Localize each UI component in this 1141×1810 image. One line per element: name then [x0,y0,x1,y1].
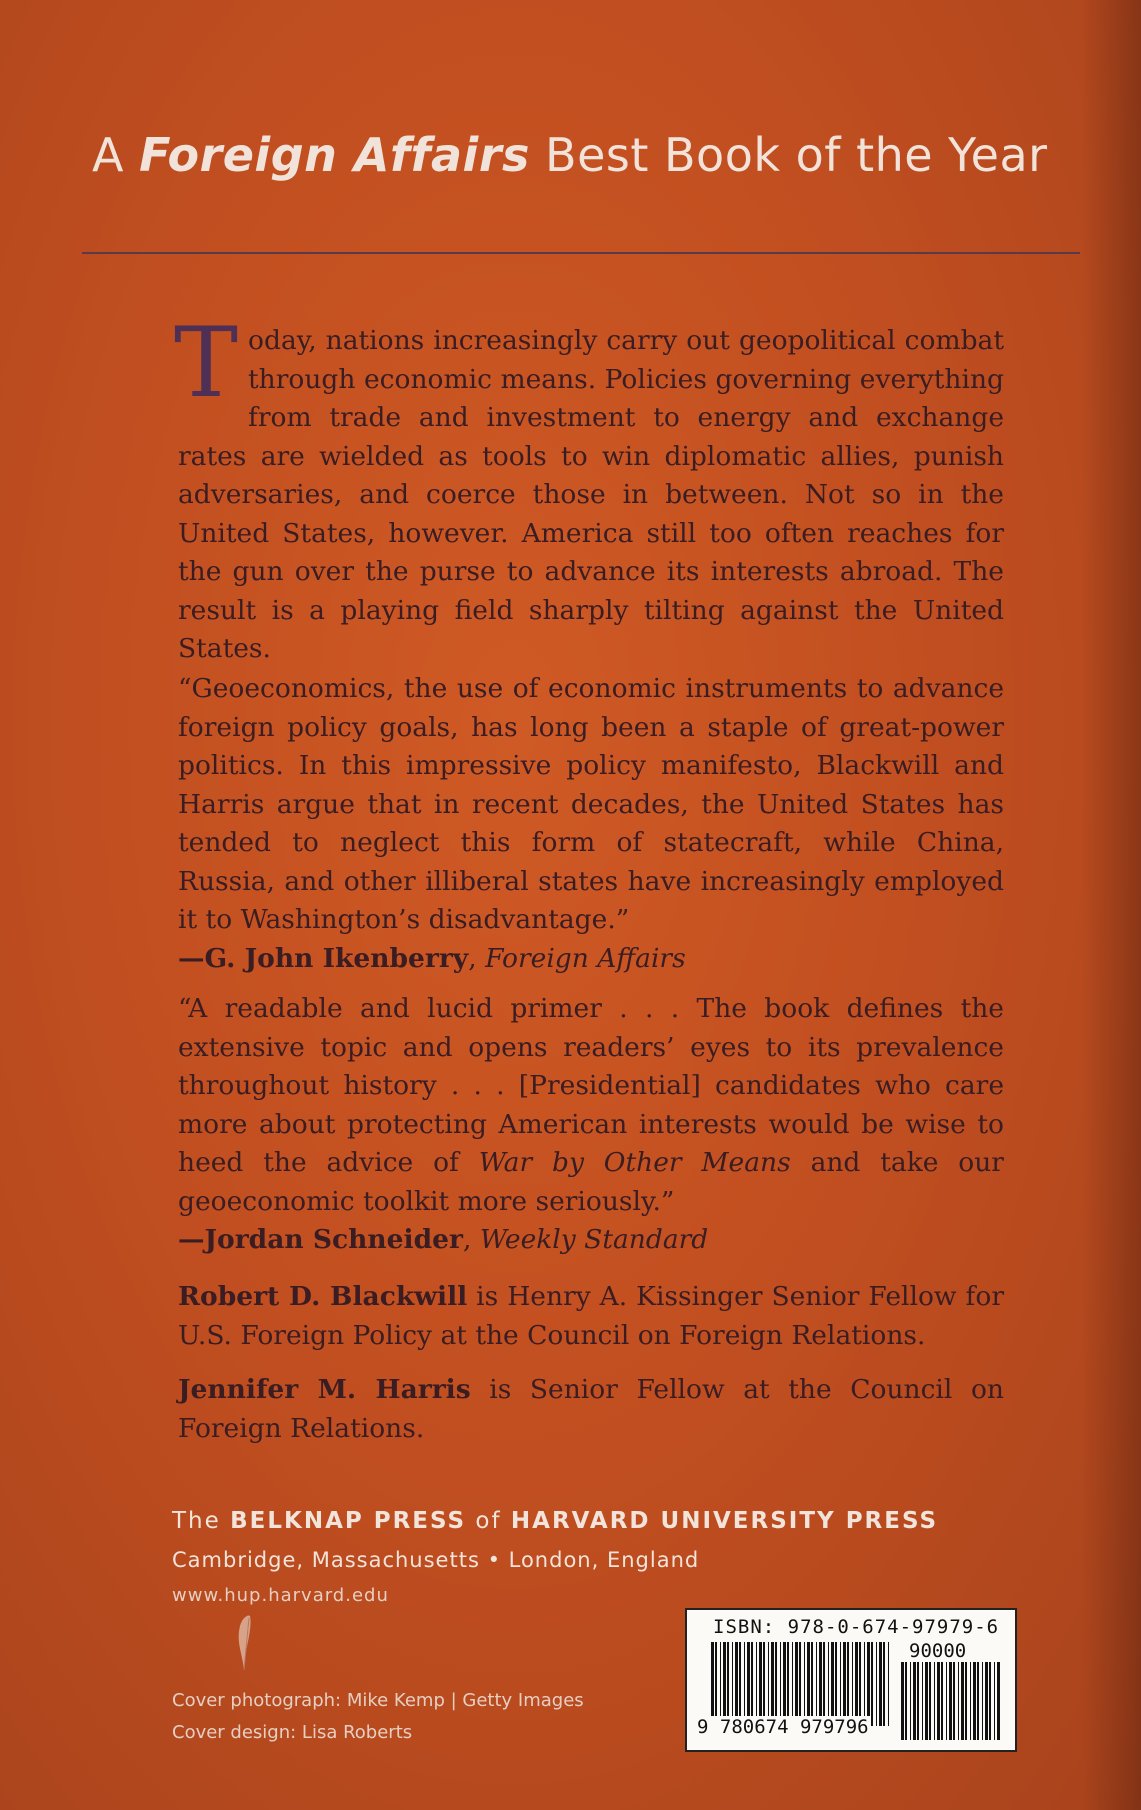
barcode-bar [982,1662,983,1740]
headline-prefix: A [92,128,124,182]
publisher-cities: Cambridge, Massachusetts • London, England [172,1548,700,1572]
intro-paragraph [174,307,1004,669]
barcode-bar [807,1642,810,1726]
barcode-bar [867,1642,870,1726]
drop-cap: T [174,307,239,419]
spine-shadow [1081,0,1141,1810]
blurb-ikenberry [178,670,1004,978]
addon-barcode-bars [901,1662,1001,1740]
barcode-bar [965,1662,967,1740]
barcode-bar [958,1662,959,1740]
barcode-bar [876,1642,877,1726]
barcode-bar [735,1642,738,1726]
barcode-bar [771,1642,774,1726]
barcode-bar [888,1642,889,1726]
price-addon-code: 90000 [909,1640,967,1662]
barcode-bar [949,1662,952,1740]
blurb-text-a: “A readable and lucid primer . . . The book defines the extensive topic and opens readers’ eyes to its prevalence throughout history . . . [Presidential] candidates who care more about protecting American interests would be wise to heed the advice of [178,993,1004,1178]
barcode-bar [768,1642,769,1726]
feather-logo-icon [230,1612,258,1672]
barcode-bar [843,1642,846,1726]
barcode-bar [727,1642,729,1726]
barcode-bar [831,1642,834,1726]
isbn-number: ISBN: 978-0-674-97979-6 [713,1616,1000,1638]
blurb-schneider [178,990,1004,1260]
barcode-bar [847,1642,849,1726]
blurb-attribution: —G. John Ikenberry, Foreign Affairs [178,942,686,974]
barcode-bar [711,1642,714,1726]
author-bio-blackwill [178,1277,1004,1355]
author-bio-text: is Senior Fellow at the Council on Foreign Relations. [178,1374,1004,1444]
barcode-bar [715,1642,717,1726]
award-headline [92,128,1092,182]
barcode-bar [739,1642,741,1726]
barcode-bar [989,1662,991,1740]
barcode-bar [835,1642,837,1726]
headline-suffix: Best Book of the Year [545,128,1048,182]
barcode-bar [756,1642,757,1726]
barcode-bar [811,1642,813,1726]
blurb-text: “Geoeconomics, the use of economic instruments to advance foreign policy goals, has long been a staple of great-power politics. In this impressive policy manifesto, Blackwill and Harris argue that in recent decades, the United States has tended to neglect this form of statecraft, while China, Russia, and other illiberal states have increasingly employed it to Washington’s disadvantage.” [178,673,1004,935]
barcode-bar [792,1642,793,1726]
barcode-bar [925,1662,928,1740]
barcode-bar [937,1662,940,1740]
barcode-bar [973,1662,976,1740]
barcode-bar [985,1662,988,1740]
barcode-bar [913,1662,916,1740]
barcode-bar [905,1662,907,1740]
barcode-bar [910,1662,911,1740]
barcode-bar [864,1642,865,1726]
blurb-source: Foreign Affairs [485,942,686,974]
barcode-bar [946,1662,947,1740]
barcode-bar [799,1642,801,1726]
barcode-bar [855,1642,858,1726]
barcode-bar [720,1642,721,1726]
barcode-bar [775,1642,777,1726]
barcode-bar [961,1662,964,1740]
barcode-bar [917,1662,919,1740]
cover-design-credit: Cover design: Lisa Roberts [172,1722,413,1743]
barcode-bar [879,1642,882,1726]
barcode-bar [901,1662,904,1740]
barcode-bar [970,1662,971,1740]
intro-text: oday, nations increasingly carry out geopolitical combat through economic means. Policies governing everything from trade and investment to energy and exchange rates are wielded as tools to win diplomatic allies, punish adversaries, and coerce those in between. Not so in the United States, however. America still too often reaches for the gun over the purse to advance its interests abroad. The result is a playing field sharply tilting against the United States. [178,325,1004,664]
author-bio-harris [178,1370,1004,1448]
headline-publication: Foreign Affairs [139,128,530,182]
blurb-source: Weekly Standard [479,1224,709,1255]
barcode-bar [994,1662,995,1740]
barcode-bar [840,1642,841,1726]
barcode-bar [780,1642,781,1726]
barcode-bar [929,1662,931,1740]
barcode-bar [787,1642,789,1726]
barcode-bar [977,1662,979,1740]
author-bio-text: is Henry A. Kissinger Senior Fellow for U.S. Foreign Policy at the Council on Foreign Relations. [178,1281,1004,1351]
publisher-the: The [172,1508,221,1534]
barcode-bar [795,1642,798,1726]
barcode-bar [816,1642,817,1726]
barcode-bar [759,1642,762,1726]
book-title: War by Other Means [478,1147,791,1178]
barcode-bar [934,1662,935,1740]
publisher-press: HARVARD UNIVERSITY PRESS [510,1508,939,1534]
blurb-text-b: and take our geoeconomic toolkit more seriously.” [178,1147,1004,1217]
publisher-website[interactable]: www.hup.harvard.edu [172,1585,389,1606]
barcode-bar [783,1642,786,1726]
barcode-bar [828,1642,829,1726]
barcode-bar [751,1642,753,1726]
ean-barcode-bars [711,1642,893,1726]
barcode-bar [953,1662,955,1740]
blurb-author: —G. John Ikenberry [178,942,469,974]
blurb-author: —Jordan Schneider [178,1224,463,1255]
barcode-bar [859,1642,861,1726]
author-name: Robert D. Blackwill [178,1281,468,1312]
barcode-bar [732,1642,733,1726]
barcode-bar [723,1642,726,1726]
barcode-bar [819,1642,822,1726]
barcode-bar [922,1662,923,1740]
barcode-bar [997,1662,1000,1740]
barcode-bar [823,1642,825,1726]
isbn-barcode [685,1608,1017,1752]
barcode-bar [744,1642,745,1726]
barcode-bar [871,1642,873,1726]
publisher-imprint: BELKNAP PRESS [230,1508,467,1534]
ean-digits: 9 780674 979796 [697,1716,869,1738]
publisher-name [172,1508,938,1534]
divider-rule [82,252,1080,254]
blurb-attribution: —Jordan Schneider, Weekly Standard [178,1224,709,1255]
publisher-of: of [475,1508,502,1534]
cover-photo-credit: Cover photograph: Mike Kemp | Getty Images [172,1690,584,1711]
barcode-bar [941,1662,943,1740]
author-name: Jennifer M. Harris [178,1374,471,1405]
barcode-bar [852,1642,853,1726]
barcode-bar [747,1642,750,1726]
barcode-bar [804,1642,805,1726]
barcode-bar [883,1642,885,1726]
barcode-bar [763,1642,765,1726]
